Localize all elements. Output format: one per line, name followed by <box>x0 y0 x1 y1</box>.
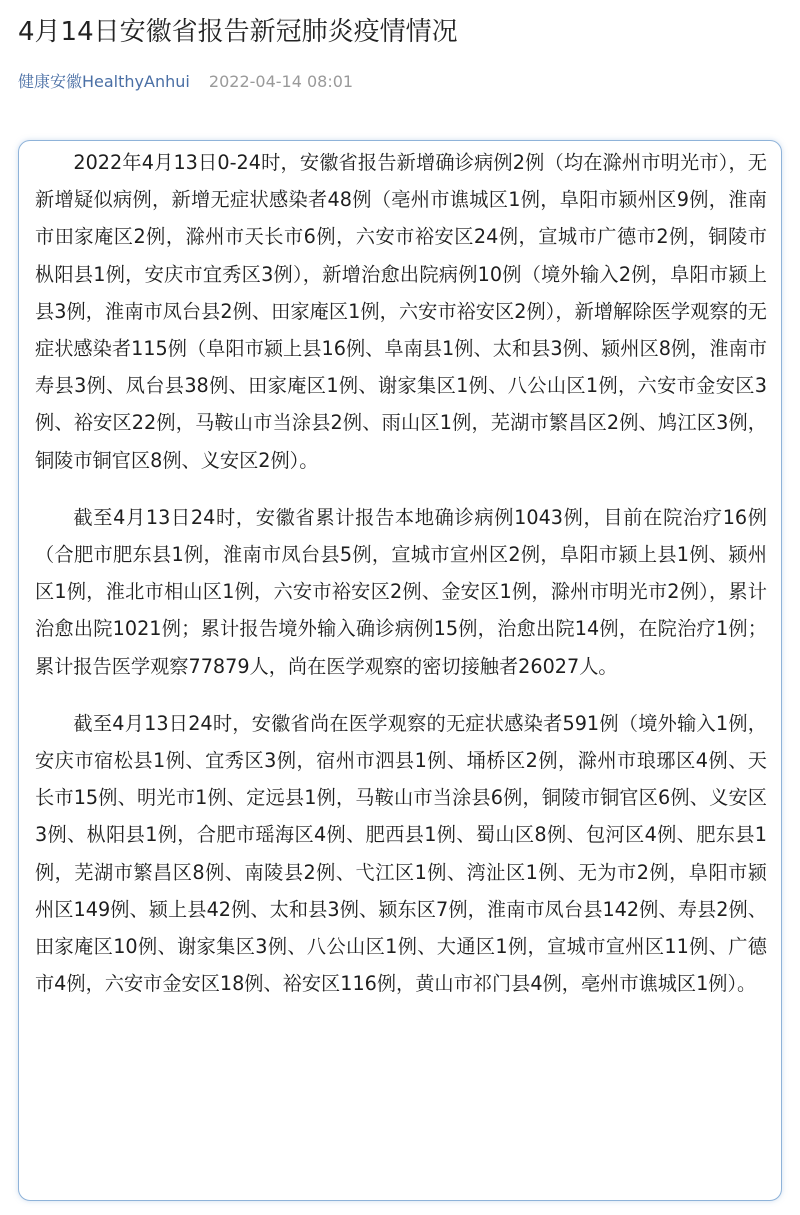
author-link[interactable]: 健康安徽HealthyAnhui <box>18 72 190 91</box>
article-meta <box>18 70 353 94</box>
paragraph-asymptomatic-under-observation: 截至4月13日24时，安徽省尚在医学观察的无症状感染者591例（境外输入1例，安庆市宿松县1例、宜秀区3例，宿州市泗县1例、埇桥区2例，滁州市琅琊区4例、天长市15例、明光市1例、定远县1例，马鞍山市当涂县6例，铜陵市铜官区6例、义安区3例、枞阳县1例，合肥市瑶海区4例、肥西县1例、蜀山区8例、包河区4例、肥东县1例，芜湖市繁昌区8例、南陵县2例、弋江区1例、湾沚区1例、无为市2例，阜阳市颍州区149例、颍上县42例、太和县3例、颍东区7例，淮南市凤台县142例、寿县2例、田家庵区10例、谢家集区3例、八公山区1例、大通区1例，宣城市宣州区11例、广德市4例，六安市金安区18例、裕安区116例，黄山市祁门县4例，亳州市谯城区1例）。 <box>35 711 767 996</box>
publish-date: 2022-04-14 08:01 <box>208 72 354 91</box>
content-card <box>18 140 782 1201</box>
paragraph-new-cases: 2022年4月13日0-24时，安徽省报告新增确诊病例2例（均在滁州市明光市），无新增疑似病例，新增无症状感染者48例（亳州市谯城区1例，阜阳市颍州区9例，淮南市田家庵区2例，滁州市天长市6例，六安市裕安区24例，宣城市广德市2例，铜陵市枞阳县1例，安庆市宜秀区3例），新增治愈出院病例10例（境外输入2例，阜阳市颍上县3例，淮南市凤台县2例、田家庵区1例，六安市裕安区2例），新增解除医学观察的无症状感染者115例（阜阳市颍上县16例、阜南县1例、太和县3例、颍州区8例，淮南市寿县3例、凤台县38例、田家庵区1例、谢家集区1例、八公山区1例，六安市金安区3例、裕安区22例，马鞍山市当涂县2例、雨山区1例，芜湖市繁昌区2例、鸠江区3例，铜陵市铜官区8例、义安区2例）。 <box>35 151 767 472</box>
article-title: 4月14日安徽省报告新冠肺炎疫情情况 <box>18 17 458 47</box>
paragraph-cumulative-confirmed: 截至4月13日24时，安徽省累计报告本地确诊病例1043例，目前在院治疗16例（合肥市肥东县1例，淮南市凤台县5例，宣城市宣州区2例，阜阳市颍上县1例、颍州区1例，淮北市相山区1例，六安市裕安区2例、金安区1例，滁州市明光市2例），累计治愈出院1021例；累计报告境外输入确诊病例15例，治愈出院14例，在院治疗1例；累计报告医学观察77879人，尚在医学观察的密切接触者26027人。 <box>35 505 767 678</box>
